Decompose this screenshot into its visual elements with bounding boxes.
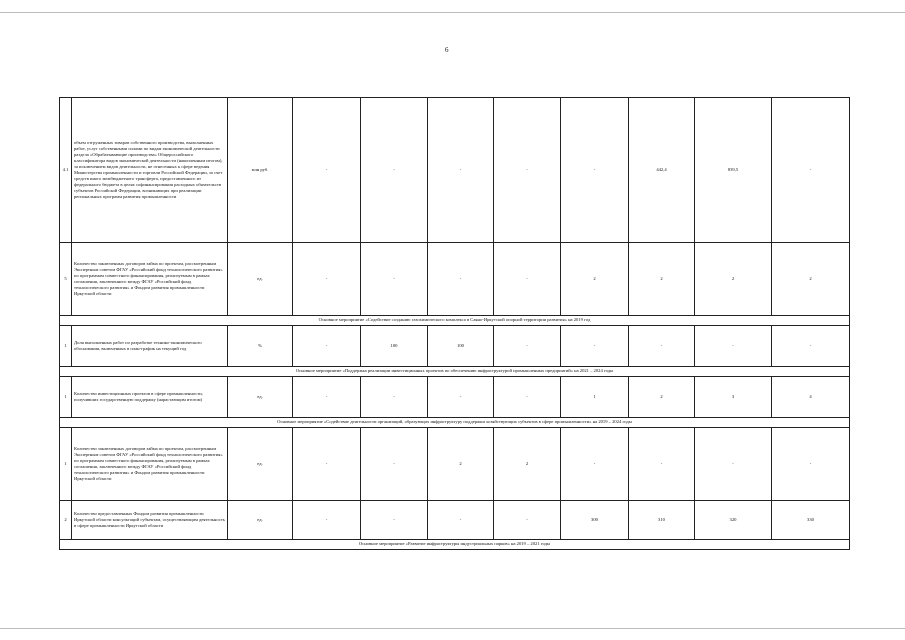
value-cell: 2 <box>561 243 629 316</box>
scan-edge-line <box>0 628 905 629</box>
value-cell: 839,5 <box>695 98 772 243</box>
section-row <box>60 540 850 550</box>
value-cell: - <box>561 326 629 367</box>
value-cell: - <box>695 326 772 367</box>
value-cell: - <box>494 326 561 367</box>
unit-cell: млн руб. <box>228 98 293 243</box>
value-cell: - <box>772 98 850 243</box>
value-cell: - <box>361 243 428 316</box>
indicator-name: Количество заключенных договоров займа по проектам, рассмотренным Экспертным советом ФГАУ «Российский фонд технологического развития» по программам совместного финансирования, реализуемым в рамках соглашения, заключенного между ФГАУ «Российский фонд технологического развития» и Фондом развития промышленности Иркутской области <box>72 428 228 501</box>
indicator-name: объем отгруженных товаров собственного производства, выполненных работ, услуг собственными силами по видам экономической деятельности раздела «Обрабатывающие производства» Общероссийского классификатора видов экономической деятельности (накопленным итогом), за исключением видов деятельности, не отнесенных к сфере ведения Министерства промышленности и торговли Российской Федерации, за счет средств иного межбюджетного трансферта, предоставленного из федерального бюджета в целях софинансирования расходных обязательств субъектов Российской Федерации, возникающих при реализации региональных программ развития промышленности <box>72 98 228 243</box>
value-cell: - <box>772 428 850 501</box>
unit-cell: ед. <box>228 377 293 418</box>
value-cell: 3 <box>695 377 772 418</box>
unit-cell: ед. <box>228 243 293 316</box>
table-row <box>60 428 850 501</box>
value-cell: - <box>428 98 494 243</box>
value-cell: - <box>361 501 428 540</box>
indicators-table <box>59 97 850 550</box>
section-row <box>60 367 850 377</box>
row-number: 1 <box>60 428 72 501</box>
value-cell: 310 <box>629 501 695 540</box>
value-cell: - <box>428 501 494 540</box>
table-row <box>60 243 850 316</box>
value-cell: - <box>428 243 494 316</box>
value-cell: - <box>293 98 361 243</box>
value-cell: - <box>293 501 361 540</box>
value-cell: - <box>293 428 361 501</box>
value-cell: - <box>293 326 361 367</box>
value-cell: 2 <box>695 243 772 316</box>
section-row <box>60 316 850 326</box>
value-cell: 2 <box>772 243 850 316</box>
value-cell: 1 <box>561 377 629 418</box>
value-cell: - <box>629 428 695 501</box>
value-cell: 300 <box>561 501 629 540</box>
unit-cell: % <box>228 326 293 367</box>
value-cell: - <box>361 98 428 243</box>
row-number: 4.1 <box>60 98 72 243</box>
value-cell: - <box>561 98 629 243</box>
value-cell: 100 <box>428 326 494 367</box>
indicator-name: Доля выполненных работ по разработке технико-экономического обоснования, включенных в план-график на текущий год <box>72 326 228 367</box>
value-cell: 4 <box>772 377 850 418</box>
table-row <box>60 98 850 243</box>
section-row <box>60 418 850 428</box>
value-cell: 100 <box>361 326 428 367</box>
section-heading: Основное мероприятие «Поддержка реализации инвестиционных проектов по обеспечению инфраструктурой промышленных предприятий» на 2021 – 2024 годы <box>60 367 850 377</box>
value-cell: - <box>494 243 561 316</box>
value-cell: - <box>293 377 361 418</box>
value-cell: - <box>494 377 561 418</box>
value-cell: - <box>772 326 850 367</box>
row-number: 1 <box>60 326 72 367</box>
indicator-name: Количество предоставленных Фондом развития промышленности Иркутской области консультаций субъектам, осуществляющим деятельность в сфере промышленности Иркутской области <box>72 501 228 540</box>
section-heading: Основное мероприятие «Развитие инфраструктуры индустриальных парков» на 2019 – 2021 годы <box>60 540 850 550</box>
table-row <box>60 326 850 367</box>
unit-cell: ед. <box>228 428 293 501</box>
value-cell: 2 <box>494 428 561 501</box>
page-number: 6 <box>445 46 449 54</box>
table-row <box>60 501 850 540</box>
value-cell: - <box>561 428 629 501</box>
value-cell: 2 <box>428 428 494 501</box>
value-cell: - <box>494 98 561 243</box>
table-row <box>60 377 850 418</box>
value-cell: - <box>494 501 561 540</box>
value-cell: 2 <box>629 377 695 418</box>
unit-cell: ед. <box>228 501 293 540</box>
row-number: 2 <box>60 501 72 540</box>
value-cell: - <box>293 243 361 316</box>
indicator-name: Количество заключенных договоров займа по проектам, рассмотренным Экспертным советом ФГАУ «Российский фонд технологического развития» по программам совместного финансирования, реализуемым в рамках соглашения, заключенного между ФГАУ «Российский фонд технологического развития» и Фондом развития промышленности Иркутской области <box>72 243 228 316</box>
value-cell: - <box>695 428 772 501</box>
value-cell: - <box>361 377 428 418</box>
scan-edge-line <box>0 12 905 13</box>
value-cell: 2 <box>629 243 695 316</box>
section-heading: Основное мероприятие «Содействие деятельности организаций, образующих инфраструктуру поддержки хозяйствующих субъектов в сфере промышленности» на 2019 – 2024 годы <box>60 418 850 428</box>
indicator-name: Количество инвестиционных проектов в сфере промышленности, получивших государственную поддержку (нарастающим итогом) <box>72 377 228 418</box>
value-cell: 330 <box>772 501 850 540</box>
value-cell: 442,4 <box>629 98 695 243</box>
value-cell: - <box>629 326 695 367</box>
value-cell: - <box>428 377 494 418</box>
value-cell: 320 <box>695 501 772 540</box>
value-cell: - <box>361 428 428 501</box>
section-heading: Основное мероприятие «Содействие созданию газохимического комплекса в Саяно-Иркутской опорной территории развития» на 2019 год <box>60 316 850 326</box>
row-number: 1 <box>60 377 72 418</box>
row-number: 5 <box>60 243 72 316</box>
